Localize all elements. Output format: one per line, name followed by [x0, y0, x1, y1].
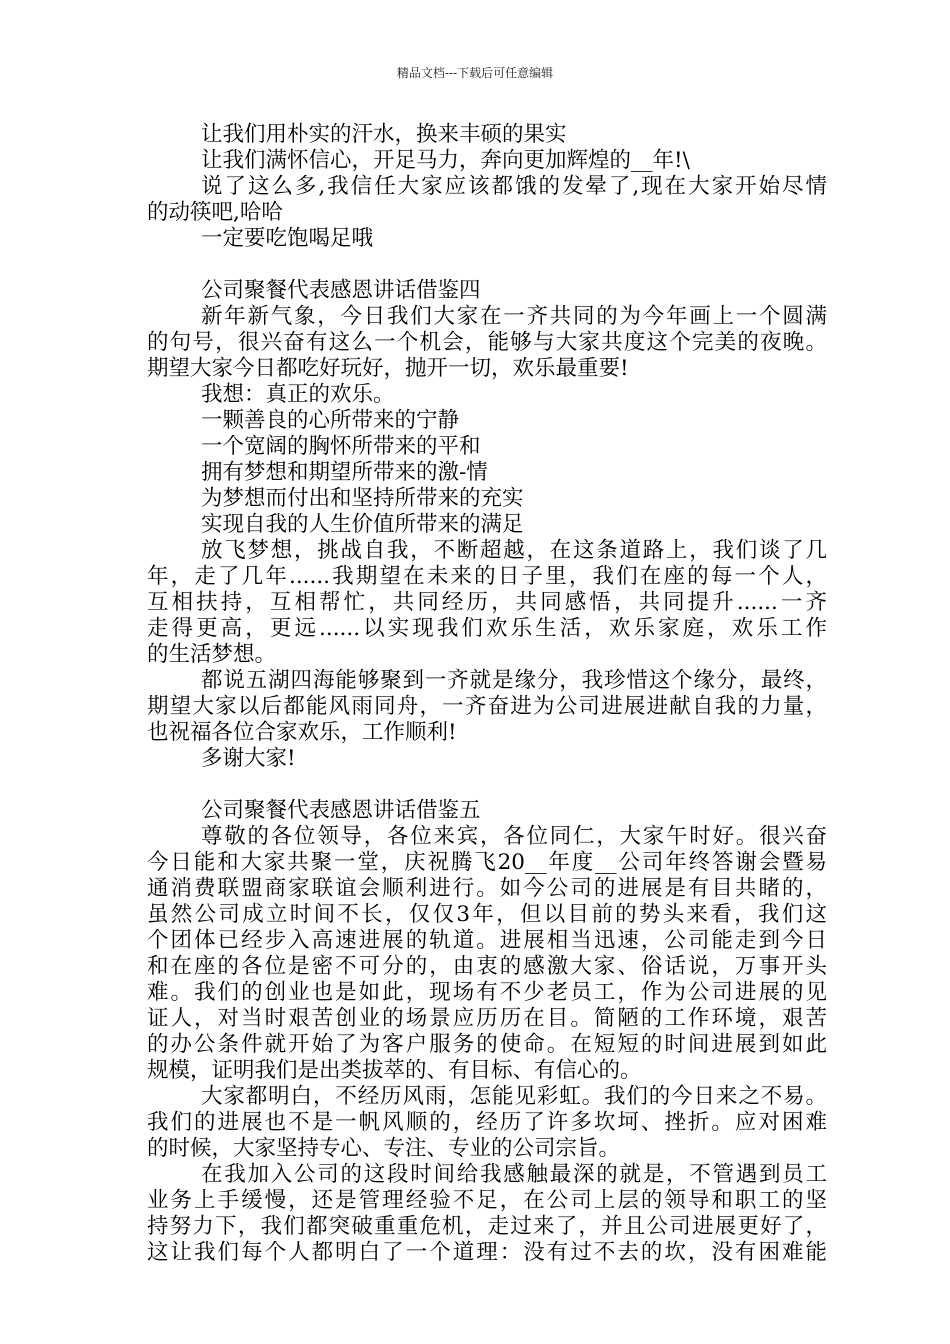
blank-line [147, 772, 827, 798]
text-line: 个团体已经步入高速进展的轨道。进展相当迅速，公司能走到今日 [147, 928, 827, 953]
section-title: 公司聚餐代表感恩讲话借鉴五 [201, 798, 481, 823]
text-line: 持努力下，我们都突破重重危机，走过来了，并且公司进展更好了， [147, 1214, 827, 1239]
text-line: 为梦想而付出和坚持所带来的充实 [201, 486, 524, 511]
text-line: 的句号，很兴奋有这么一个机会，能够与大家共度这个完美的夜晚。 [147, 330, 827, 355]
text-line: 的动筷吧,哈哈 [147, 200, 283, 225]
text-line: 我们的进展也不是一帆风顺的，经历了许多坎坷、挫折。应对困难 [147, 1110, 827, 1135]
text-line: 大家都明白，不经历风雨，怎能见彩虹。我们的今日来之不易。 [201, 1084, 827, 1109]
text-line: 新年新气象，今日我们大家在一齐共同的为今年画上一个圆满 [201, 304, 827, 329]
text-line: 的生活梦想。 [147, 642, 277, 667]
blank-line [147, 252, 827, 278]
text-line: 虽然公司成立时间不长，仅仅3年，但以目前的势头来看，我们这 [147, 902, 827, 927]
text-line: 一颗善良的心所带来的宁静 [201, 408, 460, 433]
text-line: 拥有梦想和期望所带来的激-情 [201, 460, 488, 485]
text-line: 我想：真正的欢乐。 [201, 382, 395, 407]
text-line: 说了这么多,我信任大家应该都饿的发晕了,现在大家开始尽情 [201, 174, 827, 199]
text-line: 业务上手缓慢，还是管理经验不足，在公司上层的领导和职工的坚 [147, 1188, 827, 1213]
text-line: 实现自我的人生价值所带来的满足 [201, 512, 524, 537]
text-line: 一个宽阔的胸怀所带来的平和 [201, 434, 481, 459]
text-line: 让我们用朴实的汗水，换来丰硕的果实 [201, 122, 567, 147]
text-line: 的时候，大家坚持专心、专注、专业的公司宗旨。 [147, 1136, 621, 1161]
text-line: 互相扶持，互相帮忙，共同经历，共同感悟，共同提升......一齐 [147, 590, 827, 615]
text-line: 期望大家今日都吃好玩好，抛开一切，欢乐最重要! [147, 356, 629, 381]
text-line: 难。我们的创业也是如此，现场有不少老员工，作为公司进展的见 [147, 980, 827, 1005]
page-header: 精品文档---下载后可任意编辑 [396, 66, 554, 80]
text-line: 尊敬的各位领导，各位来宾，各位同仁，大家午时好。很兴奋 [201, 824, 827, 849]
document-body [147, 122, 827, 1266]
text-line: 通消费联盟商家联谊会顺利进行。如今公司的进展是有目共睹的， [147, 876, 827, 901]
text-line: 和在座的各位是密不可分的，由衷的感激大家、俗话说，万事开头 [147, 954, 827, 979]
text-line: 证人，对当时艰苦创业的场景应历历在目。简陋的工作环境，艰苦 [147, 1006, 827, 1031]
text-line: 年，走了几年......我期望在未来的日子里，我们在座的每一个人， [147, 564, 827, 589]
text-line: 让我们满怀信心，开足马力，奔向更加辉煌的__年!\ [201, 148, 690, 173]
text-line: 在我加入公司的这段时间给我感触最深的就是，不管遇到员工 [201, 1162, 827, 1187]
text-line: 也祝福各位合家欢乐，工作顺利! [147, 720, 457, 745]
text-line: 的办公条件就开始了为客户服务的使命。在短短的时间进展到如此 [147, 1032, 827, 1057]
text-line: 多谢大家! [201, 746, 296, 771]
text-line: 期望大家以后都能风雨同舟，一齐奋进为公司进展进献自我的力量， [147, 694, 827, 719]
text-line: 这让我们每个人都明白了一个道理：没有过不去的坎，没有困难能 [147, 1240, 827, 1265]
text-line: 都说五湖四海能够聚到一齐就是缘分，我珍惜这个缘分，最终， [201, 668, 827, 693]
text-line: 一定要吃饱喝足哦 [201, 226, 374, 251]
section-title: 公司聚餐代表感恩讲话借鉴四 [201, 278, 481, 303]
text-line: 放飞梦想，挑战自我，不断超越，在这条道路上，我们谈了几 [201, 538, 827, 563]
text-line: 规模，证明我们是出类拔萃的、有目标、有信心的。 [147, 1058, 642, 1083]
text-line: 走得更高，更远......以实现我们欢乐生活，欢乐家庭，欢乐工作 [147, 616, 827, 641]
text-line: 今日能和大家共聚一堂，庆祝腾飞20__年度__公司年终答谢会暨易 [147, 850, 827, 875]
